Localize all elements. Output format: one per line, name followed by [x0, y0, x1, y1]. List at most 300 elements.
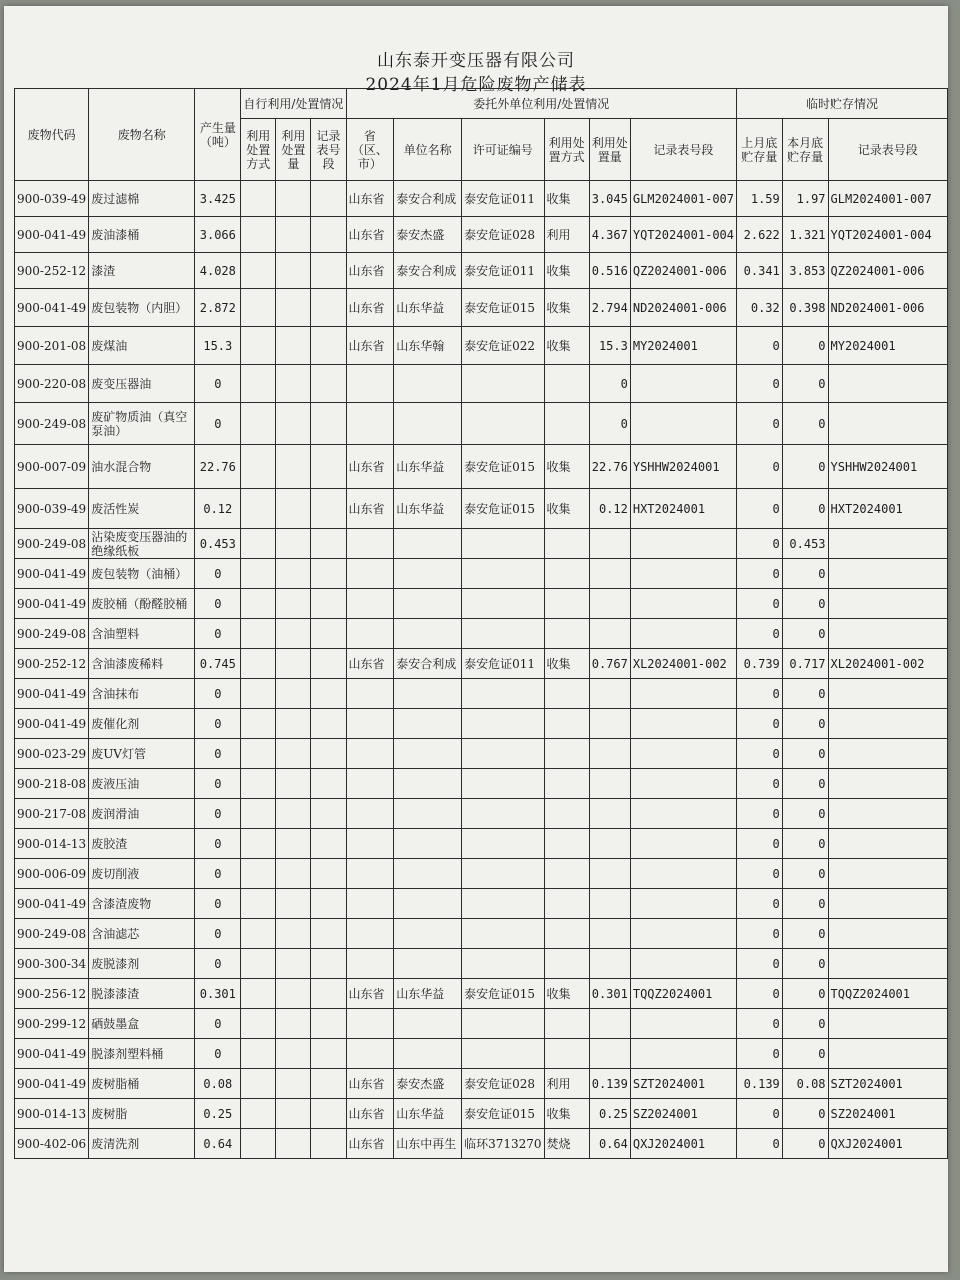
cell-temp-record: MY2024001: [828, 327, 947, 365]
cell-this-month: 0: [782, 739, 828, 769]
cell-province: [346, 529, 394, 559]
cell-code: 900-041-49: [15, 589, 89, 619]
cell-temp-record: TQQZ2024001: [828, 979, 947, 1009]
cell-province: [346, 679, 394, 709]
table-row: [15, 181, 948, 217]
cell-record: MY2024001: [630, 327, 736, 365]
cell-code: 900-041-49: [15, 1069, 89, 1099]
table-row: [15, 489, 948, 529]
cell-self-method: [241, 445, 276, 489]
header-self-record: 记录表号段: [311, 119, 346, 181]
table-row: [15, 889, 948, 919]
cell-code: 900-217-08: [15, 799, 89, 829]
cell-amount: 0.139: [589, 1069, 630, 1099]
cell-output: 0: [195, 799, 241, 829]
cell-amount: [589, 679, 630, 709]
cell-self-amount: [276, 859, 311, 889]
header-record: 记录表号段: [630, 119, 736, 181]
cell-amount: [589, 769, 630, 799]
cell-name: 废催化剂: [89, 709, 195, 739]
cell-temp-record: [828, 799, 947, 829]
cell-name: 脱漆漆渣: [89, 979, 195, 1009]
cell-code: 900-014-13: [15, 829, 89, 859]
cell-province: [346, 739, 394, 769]
cell-self-amount: [276, 559, 311, 589]
cell-unit: [394, 619, 462, 649]
cell-license: 泰安危证015: [462, 445, 544, 489]
cell-province: 山东省: [346, 289, 394, 327]
cell-amount: 0.12: [589, 489, 630, 529]
cell-self-record: [311, 679, 346, 709]
cell-last-month: 0: [737, 529, 783, 559]
cell-this-month: 0: [782, 709, 828, 739]
cell-license: 泰安危证011: [462, 649, 544, 679]
cell-method: [544, 1009, 589, 1039]
cell-this-month: 0: [782, 327, 828, 365]
cell-record: XL2024001-002: [630, 649, 736, 679]
cell-self-method: [241, 489, 276, 529]
cell-output: 0: [195, 1009, 241, 1039]
cell-output: 0: [195, 709, 241, 739]
cell-name: 硒鼓墨盒: [89, 1009, 195, 1039]
cell-amount: 0: [589, 365, 630, 403]
cell-output: 0: [195, 589, 241, 619]
cell-province: [346, 799, 394, 829]
cell-self-record: [311, 217, 346, 253]
cell-self-record: [311, 489, 346, 529]
cell-this-month: 0: [782, 979, 828, 1009]
cell-this-month: 0: [782, 489, 828, 529]
cell-self-method: [241, 919, 276, 949]
cell-method: [544, 739, 589, 769]
cell-province: [346, 1009, 394, 1039]
cell-self-amount: [276, 1039, 311, 1069]
table-row: [15, 949, 948, 979]
cell-unit: [394, 365, 462, 403]
cell-output: 0: [195, 769, 241, 799]
cell-amount: 3.045: [589, 181, 630, 217]
cell-method: [544, 889, 589, 919]
cell-temp-record: [828, 365, 947, 403]
cell-record: HXT2024001: [630, 489, 736, 529]
cell-amount: [589, 1009, 630, 1039]
table-row: [15, 445, 948, 489]
cell-self-amount: [276, 769, 311, 799]
cell-self-record: [311, 289, 346, 327]
cell-this-month: 0.453: [782, 529, 828, 559]
cell-record: [630, 679, 736, 709]
cell-amount: [589, 799, 630, 829]
cell-self-method: [241, 799, 276, 829]
cell-code: 900-201-08: [15, 327, 89, 365]
cell-this-month: 0: [782, 769, 828, 799]
cell-unit: [394, 949, 462, 979]
header-self-method: 利用处置方式: [241, 119, 276, 181]
cell-license: [462, 589, 544, 619]
cell-record: YSHHW2024001: [630, 445, 736, 489]
cell-self-method: [241, 649, 276, 679]
cell-last-month: 0: [737, 365, 783, 403]
cell-method: [544, 559, 589, 589]
cell-name: 沾染废变压器油的绝缘纸板: [89, 529, 195, 559]
cell-code: 900-218-08: [15, 769, 89, 799]
cell-province: [346, 403, 394, 445]
header-last-month: 上月底贮存量: [737, 119, 783, 181]
cell-self-method: [241, 181, 276, 217]
cell-self-record: [311, 1039, 346, 1069]
cell-amount: [589, 889, 630, 919]
cell-license: 泰安危证022: [462, 327, 544, 365]
cell-unit: [394, 769, 462, 799]
table-body: [15, 181, 948, 1159]
cell-method: [544, 769, 589, 799]
cell-unit: [394, 589, 462, 619]
cell-name: 废矿物质油（真空泵油）: [89, 403, 195, 445]
cell-last-month: 0: [737, 559, 783, 589]
cell-amount: 15.3: [589, 327, 630, 365]
cell-amount: [589, 589, 630, 619]
cell-code: 900-249-08: [15, 529, 89, 559]
cell-self-amount: [276, 217, 311, 253]
cell-last-month: 0: [737, 589, 783, 619]
cell-self-amount: [276, 649, 311, 679]
cell-temp-record: ND2024001-006: [828, 289, 947, 327]
cell-self-amount: [276, 1129, 311, 1159]
cell-unit: [394, 859, 462, 889]
cell-record: GLM2024001-007: [630, 181, 736, 217]
cell-name: 废包装物（油桶）: [89, 559, 195, 589]
cell-method: [544, 1039, 589, 1069]
cell-self-amount: [276, 949, 311, 979]
cell-self-amount: [276, 889, 311, 919]
cell-method: [544, 365, 589, 403]
cell-unit: 山东华益: [394, 445, 462, 489]
cell-unit: [394, 529, 462, 559]
cell-this-month: 0: [782, 1099, 828, 1129]
cell-self-amount: [276, 1009, 311, 1039]
cell-unit: [394, 889, 462, 919]
cell-amount: [589, 1039, 630, 1069]
cell-amount: 2.794: [589, 289, 630, 327]
cell-name: 含油抹布: [89, 679, 195, 709]
cell-license: [462, 799, 544, 829]
cell-record: [630, 1009, 736, 1039]
cell-code: 900-300-34: [15, 949, 89, 979]
cell-self-amount: [276, 289, 311, 327]
cell-license: [462, 619, 544, 649]
cell-amount: 0.516: [589, 253, 630, 289]
cell-self-method: [241, 1099, 276, 1129]
cell-self-amount: [276, 1069, 311, 1099]
cell-self-method: [241, 529, 276, 559]
cell-self-record: [311, 253, 346, 289]
cell-province: 山东省: [346, 1129, 394, 1159]
cell-self-method: [241, 709, 276, 739]
header-this-month: 本月底贮存量: [782, 119, 828, 181]
cell-license: [462, 709, 544, 739]
cell-last-month: 0.139: [737, 1069, 783, 1099]
cell-self-method: [241, 979, 276, 1009]
cell-license: 泰安危证011: [462, 181, 544, 217]
cell-unit: 泰安合利成: [394, 253, 462, 289]
cell-this-month: 0: [782, 679, 828, 709]
cell-license: 泰安危证015: [462, 979, 544, 1009]
cell-temp-record: [828, 769, 947, 799]
header-province: 省（区、市）: [346, 119, 394, 181]
cell-code: 900-249-08: [15, 619, 89, 649]
cell-output: 0: [195, 559, 241, 589]
cell-self-method: [241, 1009, 276, 1039]
cell-province: [346, 1039, 394, 1069]
cell-self-amount: [276, 619, 311, 649]
cell-province: [346, 859, 394, 889]
cell-name: 废变压器油: [89, 365, 195, 403]
header-code: 废物代码: [15, 89, 89, 181]
cell-temp-record: GLM2024001-007: [828, 181, 947, 217]
cell-record: [630, 365, 736, 403]
cell-province: [346, 919, 394, 949]
cell-output: 0: [195, 619, 241, 649]
cell-code: 900-041-49: [15, 217, 89, 253]
cell-temp-record: [828, 919, 947, 949]
cell-unit: 山东中再生: [394, 1129, 462, 1159]
cell-output: 0.301: [195, 979, 241, 1009]
cell-self-record: [311, 559, 346, 589]
cell-license: 泰安危证015: [462, 489, 544, 529]
cell-self-record: [311, 709, 346, 739]
table-row: [15, 799, 948, 829]
cell-method: 收集: [544, 1099, 589, 1129]
cell-this-month: 0: [782, 1129, 828, 1159]
cell-this-month: 0: [782, 1009, 828, 1039]
cell-amount: 0.25: [589, 1099, 630, 1129]
cell-self-method: [241, 217, 276, 253]
cell-method: [544, 679, 589, 709]
cell-method: 收集: [544, 445, 589, 489]
cell-method: 收集: [544, 289, 589, 327]
header-name: 废物名称: [89, 89, 195, 181]
cell-record: [630, 799, 736, 829]
cell-unit: 山东华益: [394, 289, 462, 327]
cell-temp-record: [828, 679, 947, 709]
table-row: [15, 529, 948, 559]
cell-province: [346, 589, 394, 619]
cell-code: 900-249-08: [15, 403, 89, 445]
cell-amount: 0.301: [589, 979, 630, 1009]
cell-record: QZ2024001-006: [630, 253, 736, 289]
cell-last-month: 0.341: [737, 253, 783, 289]
company-title: 山东泰开变压器有限公司: [377, 51, 575, 71]
cell-self-record: [311, 619, 346, 649]
cell-province: 山东省: [346, 181, 394, 217]
cell-self-amount: [276, 403, 311, 445]
cell-self-record: [311, 829, 346, 859]
cell-code: 900-402-06: [15, 1129, 89, 1159]
cell-self-method: [241, 365, 276, 403]
cell-last-month: 0: [737, 859, 783, 889]
cell-name: 含漆渣废物: [89, 889, 195, 919]
cell-temp-record: SZ2024001: [828, 1099, 947, 1129]
cell-temp-record: [828, 529, 947, 559]
cell-license: [462, 529, 544, 559]
cell-output: 0: [195, 1039, 241, 1069]
cell-self-amount: [276, 709, 311, 739]
cell-license: [462, 559, 544, 589]
cell-code: 900-041-49: [15, 289, 89, 327]
cell-province: [346, 829, 394, 859]
cell-self-method: [241, 829, 276, 859]
cell-province: [346, 889, 394, 919]
table-row: [15, 289, 948, 327]
cell-output: 0.745: [195, 649, 241, 679]
cell-record: SZT2024001: [630, 1069, 736, 1099]
cell-self-method: [241, 679, 276, 709]
cell-self-record: [311, 1099, 346, 1129]
report-title: 2024年1月危险废物产储表: [365, 75, 587, 95]
cell-name: 脱漆剂塑料桶: [89, 1039, 195, 1069]
header-self-group: 自行利用/处置情况: [241, 89, 346, 119]
cell-province: 山东省: [346, 217, 394, 253]
cell-self-record: [311, 589, 346, 619]
cell-output: 2.872: [195, 289, 241, 327]
cell-name: 含油漆废稀料: [89, 649, 195, 679]
cell-self-method: [241, 253, 276, 289]
header-self-amount: 利用处置量: [276, 119, 311, 181]
cell-last-month: 0: [737, 709, 783, 739]
cell-self-method: [241, 589, 276, 619]
cell-province: [346, 365, 394, 403]
header-method: 利用处置方式: [544, 119, 589, 181]
cell-name: 废胶渣: [89, 829, 195, 859]
cell-self-amount: [276, 589, 311, 619]
cell-license: 临环3713270: [462, 1129, 544, 1159]
cell-license: [462, 919, 544, 949]
cell-this-month: 0: [782, 619, 828, 649]
cell-code: 900-041-49: [15, 1039, 89, 1069]
table-row: [15, 739, 948, 769]
table-row: [15, 859, 948, 889]
cell-license: [462, 829, 544, 859]
cell-method: [544, 829, 589, 859]
cell-self-amount: [276, 181, 311, 217]
cell-last-month: 0: [737, 327, 783, 365]
cell-self-record: [311, 889, 346, 919]
cell-last-month: 0: [737, 829, 783, 859]
cell-record: [630, 889, 736, 919]
cell-this-month: 0.398: [782, 289, 828, 327]
cell-method: 利用: [544, 217, 589, 253]
cell-temp-record: [828, 709, 947, 739]
cell-output: 0: [195, 365, 241, 403]
header-temp-record: 记录表号段: [828, 119, 947, 181]
cell-unit: 泰安合利成: [394, 649, 462, 679]
cell-unit: [394, 403, 462, 445]
cell-output: 0: [195, 739, 241, 769]
cell-unit: [394, 829, 462, 859]
cell-last-month: 0: [737, 979, 783, 1009]
cell-this-month: 0: [782, 919, 828, 949]
cell-self-amount: [276, 365, 311, 403]
cell-code: 900-006-09: [15, 859, 89, 889]
cell-temp-record: [828, 559, 947, 589]
table-row: [15, 919, 948, 949]
cell-code: 900-256-12: [15, 979, 89, 1009]
cell-temp-record: [828, 949, 947, 979]
cell-self-method: [241, 327, 276, 365]
cell-self-record: [311, 769, 346, 799]
table-row: [15, 1069, 948, 1099]
cell-province: 山东省: [346, 649, 394, 679]
cell-output: 0: [195, 889, 241, 919]
cell-license: [462, 403, 544, 445]
cell-unit: 泰安合利成: [394, 181, 462, 217]
cell-self-method: [241, 889, 276, 919]
cell-self-record: [311, 1129, 346, 1159]
cell-amount: [589, 829, 630, 859]
cell-temp-record: [828, 589, 947, 619]
table-row: [15, 403, 948, 445]
cell-self-record: [311, 919, 346, 949]
cell-license: 泰安危证015: [462, 1099, 544, 1129]
cell-province: 山东省: [346, 979, 394, 1009]
cell-name: 废脱漆剂: [89, 949, 195, 979]
cell-record: QXJ2024001: [630, 1129, 736, 1159]
waste-table: [14, 88, 948, 1159]
cell-self-amount: [276, 679, 311, 709]
cell-self-record: [311, 365, 346, 403]
cell-code: 900-041-49: [15, 679, 89, 709]
cell-self-record: [311, 979, 346, 1009]
cell-output: 0.08: [195, 1069, 241, 1099]
cell-last-month: 0: [737, 1129, 783, 1159]
cell-temp-record: SZT2024001: [828, 1069, 947, 1099]
cell-method: 利用: [544, 1069, 589, 1099]
cell-code: 900-249-08: [15, 919, 89, 949]
cell-license: [462, 1009, 544, 1039]
cell-last-month: 0: [737, 799, 783, 829]
cell-province: 山东省: [346, 1099, 394, 1129]
cell-record: [630, 769, 736, 799]
cell-license: [462, 859, 544, 889]
cell-temp-record: [828, 403, 947, 445]
cell-self-amount: [276, 327, 311, 365]
cell-name: 漆渣: [89, 253, 195, 289]
table-row: [15, 559, 948, 589]
cell-self-method: [241, 859, 276, 889]
cell-self-method: [241, 949, 276, 979]
cell-last-month: 0.32: [737, 289, 783, 327]
cell-unit: [394, 679, 462, 709]
cell-province: 山东省: [346, 1069, 394, 1099]
cell-name: 废煤油: [89, 327, 195, 365]
cell-code: 900-041-49: [15, 889, 89, 919]
cell-province: [346, 709, 394, 739]
header-temp-group: 临时贮存情况: [737, 89, 948, 119]
cell-last-month: 0: [737, 619, 783, 649]
cell-self-amount: [276, 829, 311, 859]
table-row: [15, 1009, 948, 1039]
cell-unit: 山东华益: [394, 489, 462, 529]
cell-record: [630, 619, 736, 649]
cell-temp-record: [828, 1009, 947, 1039]
cell-unit: 山东华益: [394, 1099, 462, 1129]
cell-unit: [394, 1009, 462, 1039]
header-output: 产生量（吨）: [195, 89, 241, 181]
cell-output: 3.425: [195, 181, 241, 217]
cell-name: 废清洗剂: [89, 1129, 195, 1159]
cell-method: [544, 589, 589, 619]
cell-temp-record: HXT2024001: [828, 489, 947, 529]
